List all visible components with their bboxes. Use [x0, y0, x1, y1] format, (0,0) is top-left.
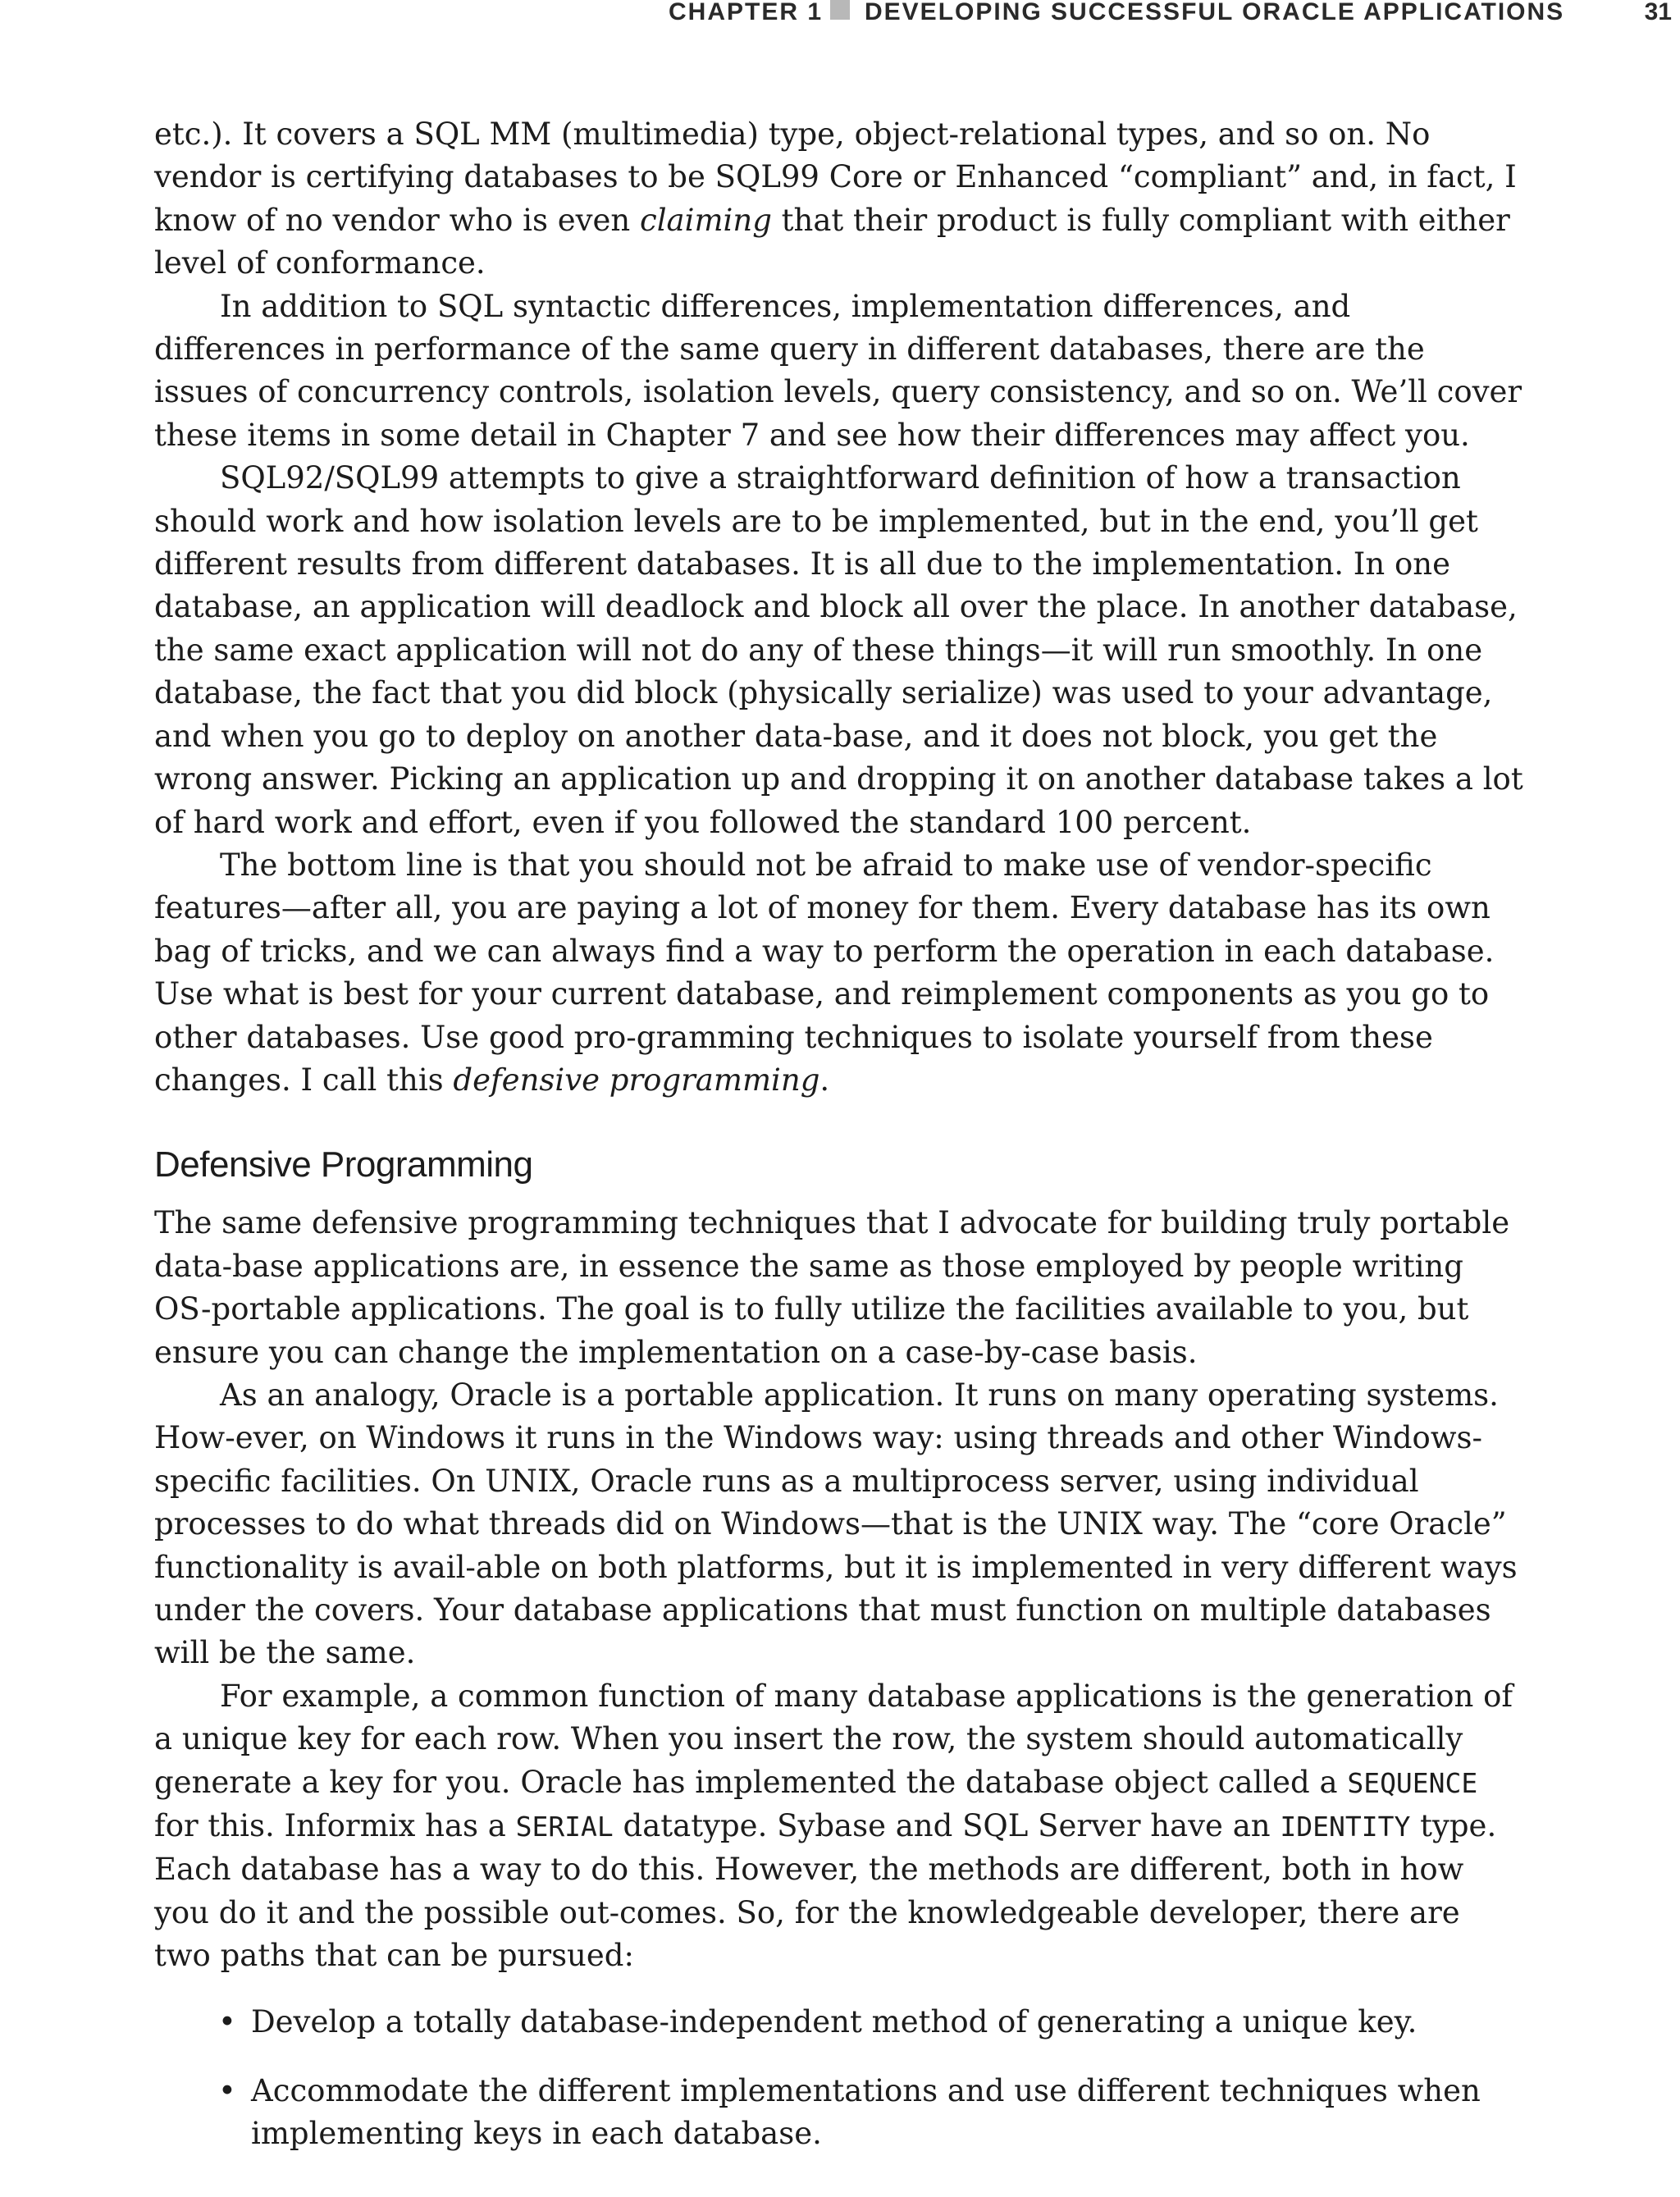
emphasis-claiming: claiming	[640, 202, 772, 238]
page-body	[154, 113, 1524, 2182]
chapter-label: CHAPTER 1	[669, 0, 824, 25]
code-sequence: SEQUENCE	[1347, 1766, 1478, 1799]
chapter-title: DEVELOPING SUCCESSFUL ORACLE APPLICATIONS	[865, 0, 1565, 25]
paragraph-analogy: As an analogy, Oracle is a portable application. It runs on many operating systems. How-ever, on Windows it runs in the Windows way: using threads and other Windows-specific facilities. On UNIX, Oracle runs as a multiprocess server, using individual processes to do what threads did on Windows—that is the UNIX way. The “core Oracle” functionality is avail-able on both platforms, but it is implemented in very different ways under the covers. Your database applications that must function on multiple databases will be the same.	[154, 1377, 1518, 1671]
bullet-list	[154, 2001, 1524, 2156]
bullet-icon: •	[218, 2003, 236, 2039]
code-serial: SERIAL	[515, 1811, 614, 1843]
list-item: • Develop a totally database-independent method of generating a unique key.	[251, 2001, 1524, 2044]
list-item: • Accommodate the different implementations and use different techniques when implementing keys in each database.	[251, 2070, 1524, 2156]
emphasis-defensive-programming: defensive programming	[453, 1062, 820, 1098]
section-heading: Defensive Programming	[154, 1144, 533, 1185]
paragraph-sql92-sql99: SQL92/SQL99 attempts to give a straightforward definition of how a transaction should work and how isolation levels are to be implemented, but in the end, you’ll get different results from different databases. It is all due to the implementation. In one database, an application will deadlock and block all over the place. In another database, the same exact application will not do any of these things—it will run smoothly. In one database, the fact that you did block (physically serialize) was used to your advantage, and when you go to deploy on another data-base, and it does not block, you get the wrong answer. Picking an application up and dropping it on another database takes a lot of hard work and effort, even if you followed the standard 100 percent.	[154, 460, 1523, 840]
paragraph-bottom-line: The bottom line is that you should not be afraid to make use of vendor-specific features—after all, you are paying a lot of money for them. Every database has its own bag of tricks, and we can always find a way to perform the operation in each database. Use what is best for your current database, and reimplement components as you go to other databases. Use good pro-gramming techniques to isolate yourself from these changes. I call this defensive programming.	[154, 847, 1495, 1098]
bullet-icon: •	[218, 2073, 236, 2109]
page-number: 31	[1644, 0, 1672, 25]
paragraph-unique-key: For example, a common function of many database applications is the generation of a unique key for each row. When you insert the row, the system should automatically generate a key for you. Oracle has implemented the database object called a SEQUENCE for this. Informix has a SERIAL datatype. Sybase and SQL Server have an IDENTITY type. Each database has a way to do this. However, the methods are different, both in how you do it and the possible out-comes. So, for the knowledgeable developer, there are two paths that can be pursued:	[154, 1678, 1513, 1974]
separator-square-icon	[830, 0, 850, 20]
running-head	[0, 0, 1680, 28]
paragraph-continued: etc.). It covers a SQL MM (multimedia) type, object-relational types, and so on. No vendor is certifying databases to be SQL99 Core or Enhanced “compliant” and, in fact, I know of no vendor who is even claiming that their product is fully compliant with either level of conformance.	[154, 116, 1517, 281]
paragraph-defensive-techniques: The same defensive programming techniques that I advocate for building truly portable data-base applications are, in essence the same as those employed by people writing OS-portable applications. The goal is to fully utilize the facilities available to you, but ensure you can change the implementation on a case-by-case basis.	[154, 1205, 1510, 1370]
code-identity: IDENTITY	[1280, 1811, 1411, 1843]
paragraph-sql-differences: In addition to SQL syntactic differences, implementation differences, and differences in performance of the same query in different databases, there are the issues of concurrency controls, isolation levels, query consistency, and so on. We’ll cover these items in some detail in Chapter 7 and see how their differences may affect you.	[154, 288, 1522, 453]
